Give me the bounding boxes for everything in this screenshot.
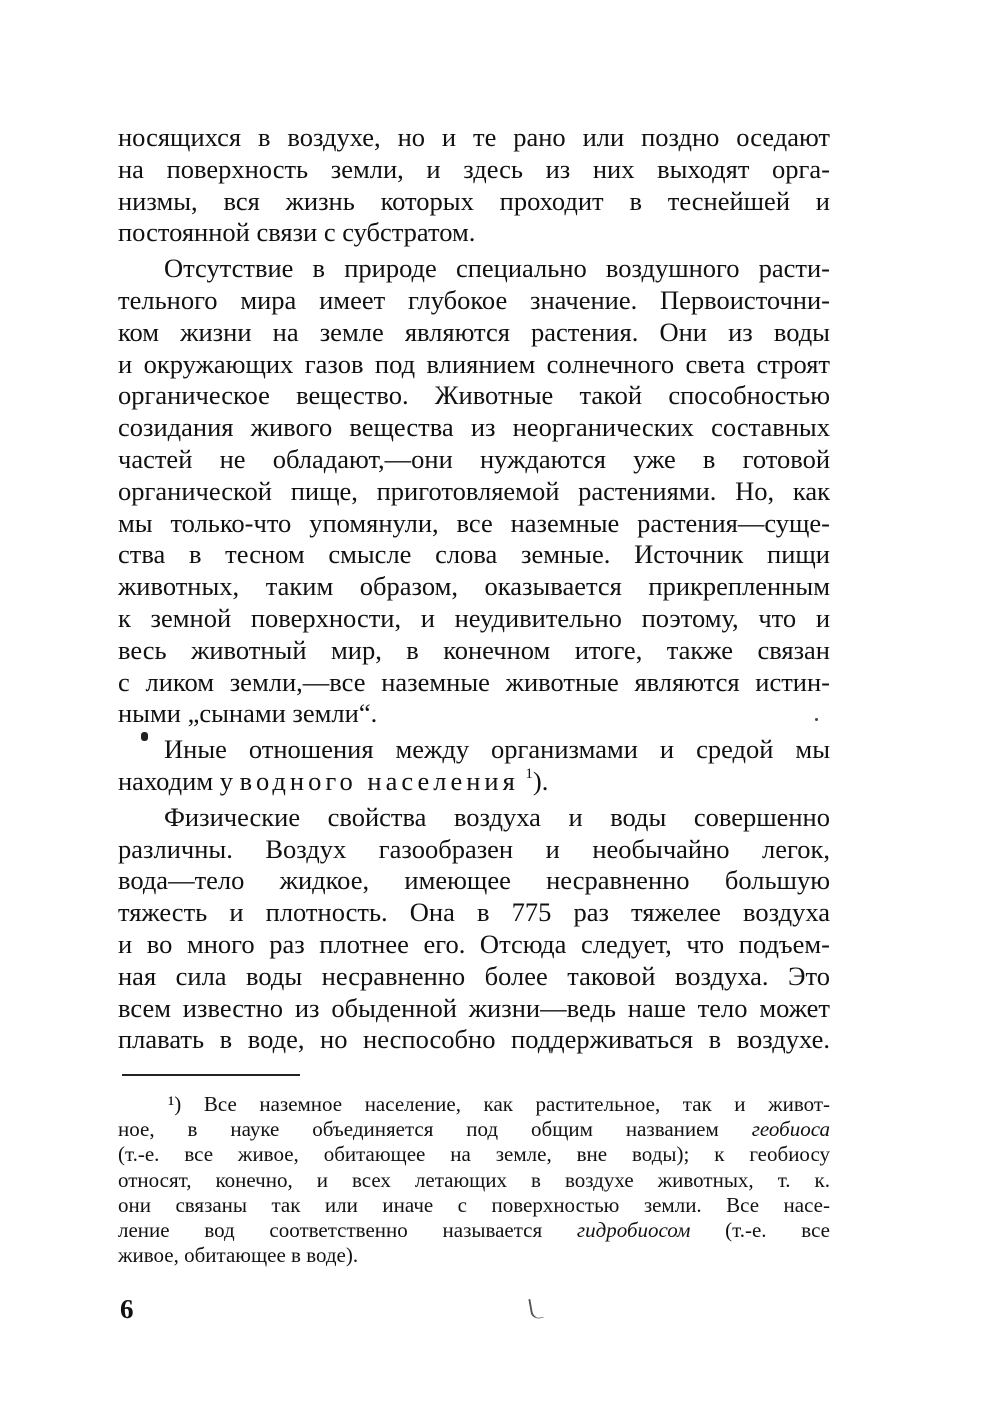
print-speck: [815, 718, 818, 721]
text-line: и во много раз плотнее его. Отсюда следует, что подъем-: [118, 928, 830, 959]
paragraph-4: [118, 802, 830, 1056]
footnote-line: относят, конечно, и всех летающих в воздухе животных, т. к.: [118, 1167, 830, 1192]
paragraph-2: [118, 253, 830, 730]
text-line: тельного мира имеет глубокое значение. Первоисточни-: [118, 284, 830, 315]
text-line: с ликом земли,—все наземные животные являются истин-: [118, 666, 830, 697]
text-line: созидания живого вещества из неорганических составных: [118, 412, 830, 443]
footnote-line: [118, 1117, 830, 1142]
print-mark: [528, 1297, 543, 1320]
text-line: [118, 766, 830, 798]
paragraph-1: [118, 122, 830, 249]
footnote-divider: [122, 1074, 300, 1076]
text-line: плавать в воде, но неспособно поддерживаться в воздухе.: [118, 1024, 830, 1055]
text-fragment: Все наземное население, как растительное, так и живот-: [203, 1092, 831, 1116]
paragraph-3: [118, 734, 830, 798]
text-line: постоянной связи с субстратом.: [118, 217, 476, 248]
text-line: различны. Воздух газообразен и необычайно легок,: [118, 833, 830, 864]
footnote: [118, 1092, 830, 1268]
text-fragment: ление вод соответственно называется: [118, 1217, 577, 1242]
text-line: органическое вещество. Животные такой способностью: [118, 380, 830, 411]
main-text: [118, 122, 830, 1056]
text-line: ными „сынами земли“.: [118, 698, 378, 729]
text-line: животных, таким образом, оказывается прикрепленным: [118, 571, 830, 602]
text-line: низмы, вся жизнь которых проходит в теснейшей и: [118, 185, 830, 216]
text-line: вода—тело жидкое, имеющее несравненно большую: [118, 865, 830, 896]
text-line: ком жизни на земле являются растения. Они из воды: [118, 316, 830, 347]
text-line: мы только-что упомянули, все наземные растения—суще-: [118, 507, 830, 538]
text-line: тяжесть и плотность. Она в 775 раз тяжелее воздуха: [118, 897, 830, 928]
text-line: органической пище, приготовляемой растениями. Но, как: [118, 475, 830, 506]
italic-term: геобиоса: [751, 1117, 830, 1142]
spaced-emphasis: водного населения: [239, 765, 519, 796]
page-number: 6: [120, 1294, 134, 1324]
footnote-marker: ¹): [168, 1092, 182, 1116]
text-fragment: находим у: [118, 765, 240, 796]
text-line: Физические свойства воздуха и воды совершенно: [164, 801, 830, 832]
text-line: носящихся в воздухе, но и те рано или поздно оседают: [118, 122, 830, 152]
text-line: на поверхность земли, и здесь из них выходят орга-: [118, 153, 830, 184]
text-line: ная сила воды несравненно более таковой воздуха. Это: [118, 960, 830, 991]
footnote-reference[interactable]: 1: [525, 765, 533, 782]
print-speck: [141, 732, 148, 741]
text-line: и окружающих газов под влиянием солнечного света строят: [118, 348, 830, 379]
text-line: ства в тесном смысле слова земные. Источник пищи: [118, 539, 830, 570]
text-fragment: ное, в науке объединяется под общим названием: [118, 1117, 752, 1142]
text-line: Отсутствие в природе специально воздушного расти-: [164, 253, 830, 284]
footnote-line: живое, обитающее в воде).: [118, 1243, 359, 1268]
italic-term: гидробиосом: [576, 1217, 691, 1242]
text-line: Иные отношения между организмами и средой мы: [164, 734, 830, 765]
text-line: частей не обладают,—они нуждаются уже в готовой: [118, 443, 830, 474]
text-fragment: (т.-е. все: [690, 1217, 830, 1242]
footnote-line: они связаны так или иначе с поверхностью земли. Все насе-: [118, 1192, 830, 1217]
footnote-line: [118, 1218, 830, 1243]
text-line: всем известно из обыденной жизни—ведь наше тело может: [118, 992, 830, 1023]
text-fragment: ).: [532, 765, 549, 796]
footnote-line: (т.-е. все живое, обитающее на земле, вне воды); к геобиосу: [118, 1142, 830, 1167]
text-line: весь животный мир, в конечном итоге, также связан: [118, 634, 830, 665]
footnote-line: [118, 1092, 830, 1117]
text-line: к земной поверхности, и неудивительно поэтому, что и: [118, 602, 830, 633]
